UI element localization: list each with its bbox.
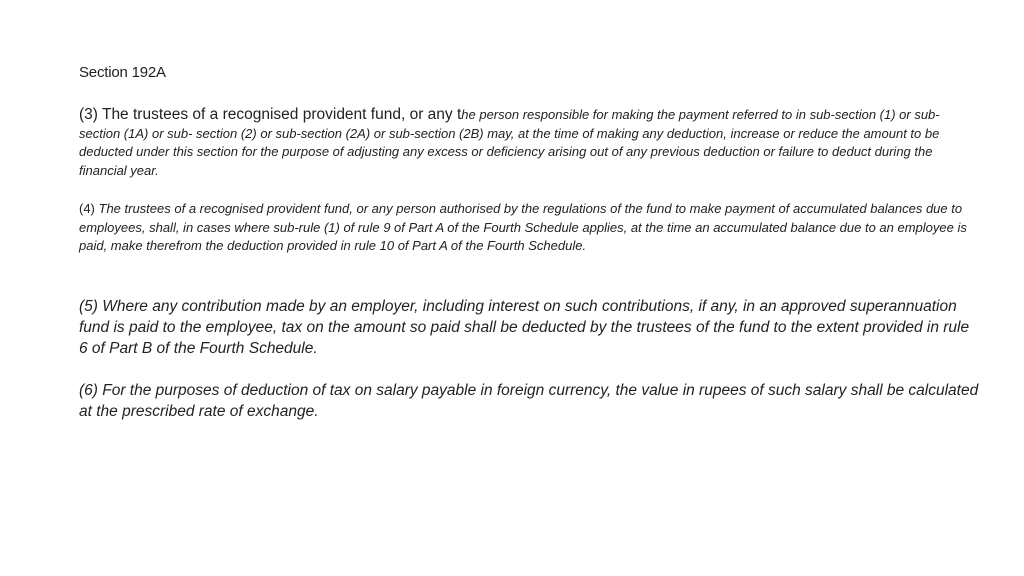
paragraph-4-text: The trustees of a recognised provident fund, or any person authorised by the regulations of the fund to make payment of accumulated balances due to employees, shall, in cases where sub-rule (1) of rule 9 of Part A of the Fourth Schedule applies, at the time an accumulated balance due to an employee is paid, make therefrom the deduction provided in rule 10 of Part A of the Fourth Schedule.: [79, 201, 967, 253]
section-heading: Section 192A: [79, 64, 166, 81]
paragraph-3: [79, 106, 980, 180]
paragraph-4-number: (4): [79, 201, 99, 216]
paragraph-5: (5) Where any contribution made by an employer, including interest on such contributions, if any, in an approved superannuation fund is paid to the employee, tax on the amount so paid shall be deducted by the trustees of the fund to the extent provided in rule 6 of Part B of the Fourth Schedule.: [79, 297, 970, 357]
paragraph-4: [79, 200, 980, 256]
paragraph-3-rest: he person responsible for making the payment referred to in sub-section (1) or sub-section (1A) or sub- section (2) or sub-section (2A) or sub-section (2B) may, at the time of making any deduction, increase or reduce the amount to be deducted under this section for the purpose of adjusting any excess or deficiency arising out of any previous deduction or failure to deduct during the financial year.: [79, 107, 940, 178]
paragraph-3-lead: (3) The trustees of a recognised provident fund, or any t: [79, 106, 462, 123]
paragraph-6: (6) For the purposes of deduction of tax on salary payable in foreign currency, the value in rupees of such salary shall be calculated at the prescribed rate of exchange.: [79, 381, 979, 420]
